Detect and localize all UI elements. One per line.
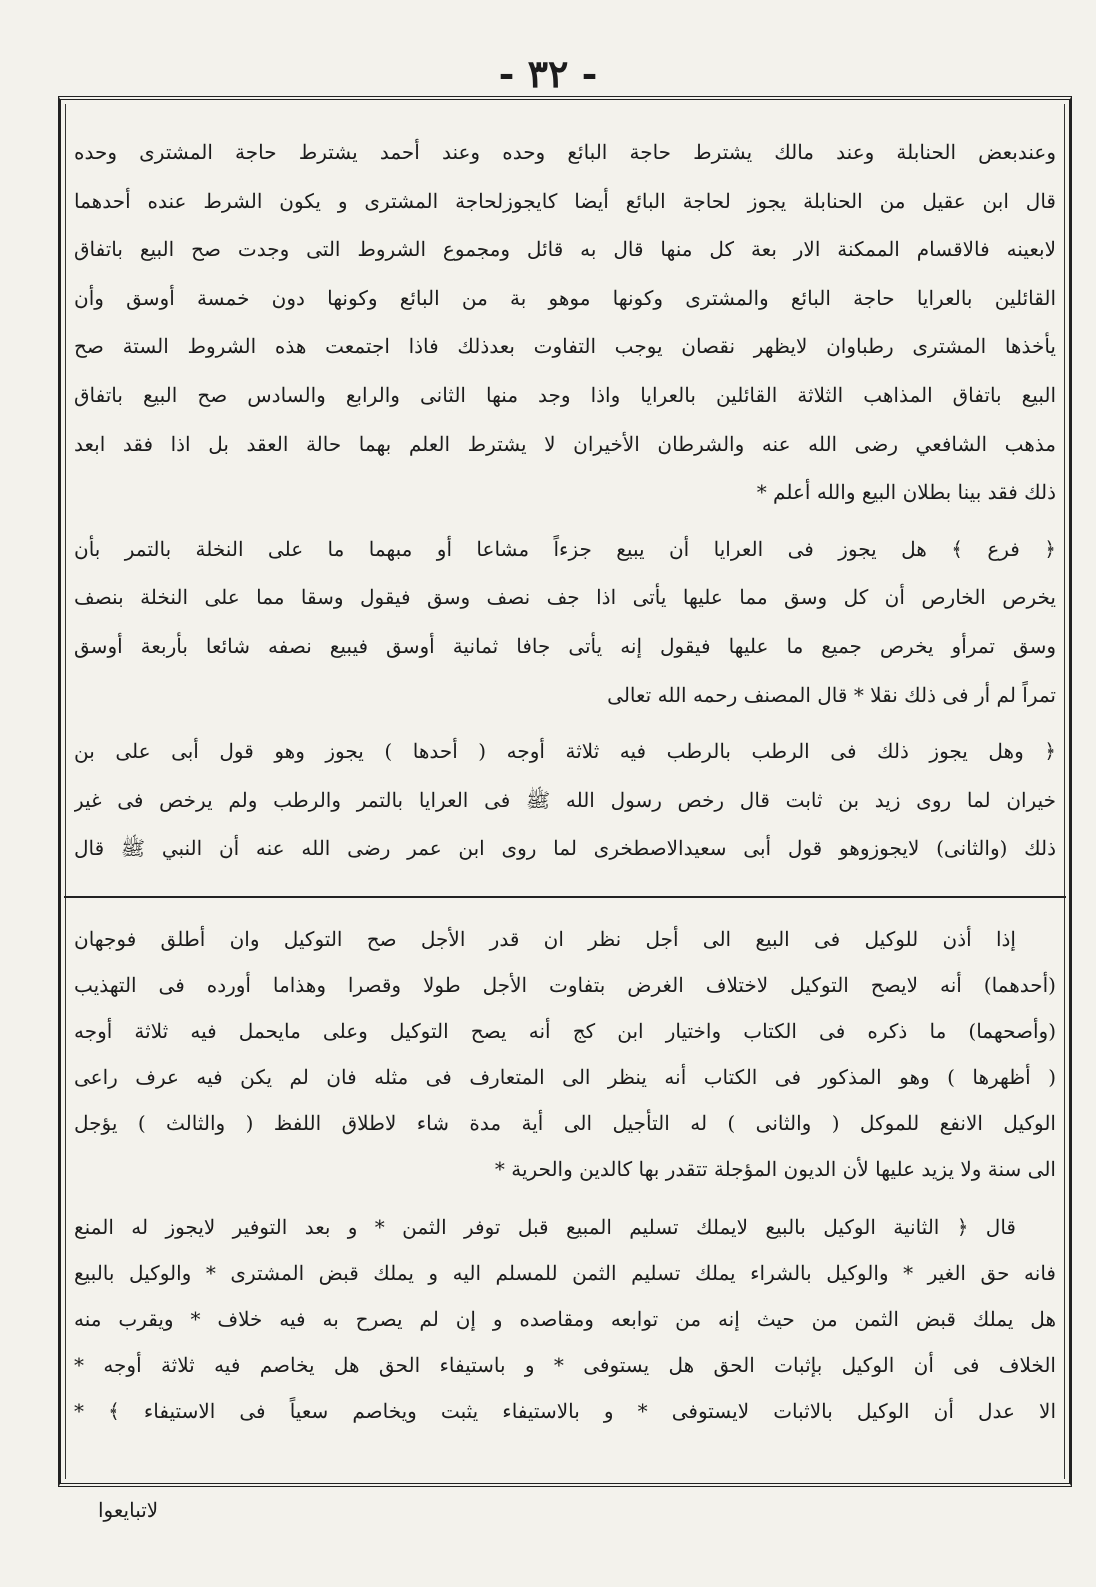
paragraph [74, 916, 1056, 1192]
section-divider [64, 896, 1066, 898]
text-line: (أحدهما) أنه لايصح التوكيل لاختلاف الغرض بتفاوت الأجل طولا وقصرا وهذاما أورده فى التهذيب [74, 973, 1056, 997]
text-line: ( أظهرها ) وهو المذكور فى الكتاب أنه ينظر الى المتعارف فى مثله فان لم يكن فيه عرف راعى [74, 1065, 1056, 1089]
text-line: فانه حق الغير * والوكيل بالشراء يملك تسليم الثمن للمسلم اليه و يملك قبض المشترى * والوكيل بالبيع [74, 1261, 1056, 1285]
text-line: تمراً لم أر فى ذلك نقلا * قال المصنف رحمه الله تعالى [607, 682, 1056, 707]
text-line: الخلاف فى أن الوكيل بإثبات الحق هل يستوفى * و باستيفاء الحق هل يخاصم فيه ثلاثة أوجه * [74, 1353, 1056, 1377]
text-line: هل يملك قبض الثمن من حيث إنه من توابعه ومقاصده و إن لم يصرح به فيه خلاف * ويقرب منه [74, 1307, 1056, 1331]
upper-text-section [74, 128, 1056, 873]
text-line: لابعينه فالاقسام الممكنة الار بعة كل منها قال به قائل ومجموع الشروط التى وجدت صح البيع باتفاق [74, 237, 1056, 262]
text-line: الا عدل أن الوكيل بالاثبات لايستوفى * و بالاستيفاء يثبت ويخاصم سعياً فى الاستيفاء ﴾ * [74, 1399, 1056, 1423]
text-line: قال ابن عقيل من الحنابلة يجوز لحاجة البائع أيضا كايجوزلحاجة المشترى و يكون الشرط عنده أحدهما [74, 188, 1056, 213]
text-line: مذهب الشافعي رضى الله عنه والشرطان الأخيران لا يشترط العلم بهما حالة العقد بل اذا فقد ابعد [74, 431, 1056, 456]
paragraph [74, 727, 1056, 873]
text-line: ﴿ فرع ﴾ هل يجوز فى العرايا أن يبيع جزءاً مشاعا أو مبهما ما على النخلة بالتمر بأن [74, 536, 1056, 561]
paragraph [74, 128, 1056, 517]
text-line: إذا أذن للوكيل فى البيع الى أجل نظر ان قدر الأجل صح التوكيل وان أطلق فوجهان [74, 927, 1016, 951]
text-line: يأخذها المشترى رطباوان لايظهر نقصان يوجب التفاوت بعدذلك فاذا اجتمعت هذه الشروط الستة صح [74, 334, 1056, 359]
text-line: (وأصحهما) ما ذكره فى الكتاب واختيار ابن كج أنه يصح التوكيل وعلى مايحمل فيه ثلاثة أوجه [74, 1019, 1056, 1043]
catchword: لاتبايعوا [98, 1498, 159, 1522]
lower-text-section [74, 916, 1056, 1434]
text-line: البيع باتفاق المذاهب الثلاثة القائلين بالعرايا واذا وجد منها الثانى والرابع والسادس صح البيع باتفاق [74, 382, 1056, 407]
paragraph [74, 1204, 1056, 1434]
text-line: قال ﴿ الثانية الوكيل بالبيع لايملك تسليم المبيع قبل توفر الثمن * و بعد التوفير لايجوز له المنع [74, 1215, 1016, 1239]
text-line: يخرص الخارص أن كل وسق مما عليها يأتى اذا جف نصف وسق فيقول وسقا مما على النخلة بنصف [74, 585, 1056, 610]
text-line: وعندبعض الحنابلة وعند مالك يشترط حاجة البائع وحده وعند أحمد يشترط حاجة المشترى وحده [74, 140, 1056, 164]
page-number: - ٣٢ - [498, 51, 598, 96]
text-line: القائلين بالعرايا حاجة البائع والمشترى وكونها موهو بة من البائع وكونها دون خمسة أوسق وأن [74, 285, 1056, 310]
text-line: ﴿ وهل يجوز ذلك فى الرطب بالرطب فيه ثلاثة أوجه ( أحدها ) يجوز وهو قول أبى على بن [74, 739, 1056, 764]
text-line: ذلك (والثانى) لايجوزوهو قول أبى سعيدالاصطخرى لما روى ابن عمر رضى الله عنه أن النبي ﷺ قال [74, 836, 1056, 861]
text-line: وسق تمرأو يخرص جميع ما عليها فيقول إنه يأتى جافا ثمانية أوسق فيبيع نصفه شائعا بأربعة أوسق [74, 633, 1056, 658]
text-line: خيران لما روى زيد بن ثابت قال رخص رسول الله ﷺ فى العرايا بالتمر والرطب ولم يرخص فى غير [74, 787, 1056, 812]
paragraph [74, 525, 1056, 719]
text-line: الوكيل الانفع للموكل ( والثانى ) له التأجيل الى أية مدة شاء لاطلاق اللفظ ( والثالث ) يؤجل [74, 1111, 1056, 1135]
text-line: الى سنة ولا يزيد عليها لأن الديون المؤجلة تتقدر بها كالدين والحرية * [494, 1157, 1056, 1181]
text-line: ذلك فقد بينا بطلان البيع والله أعلم * [756, 480, 1056, 505]
